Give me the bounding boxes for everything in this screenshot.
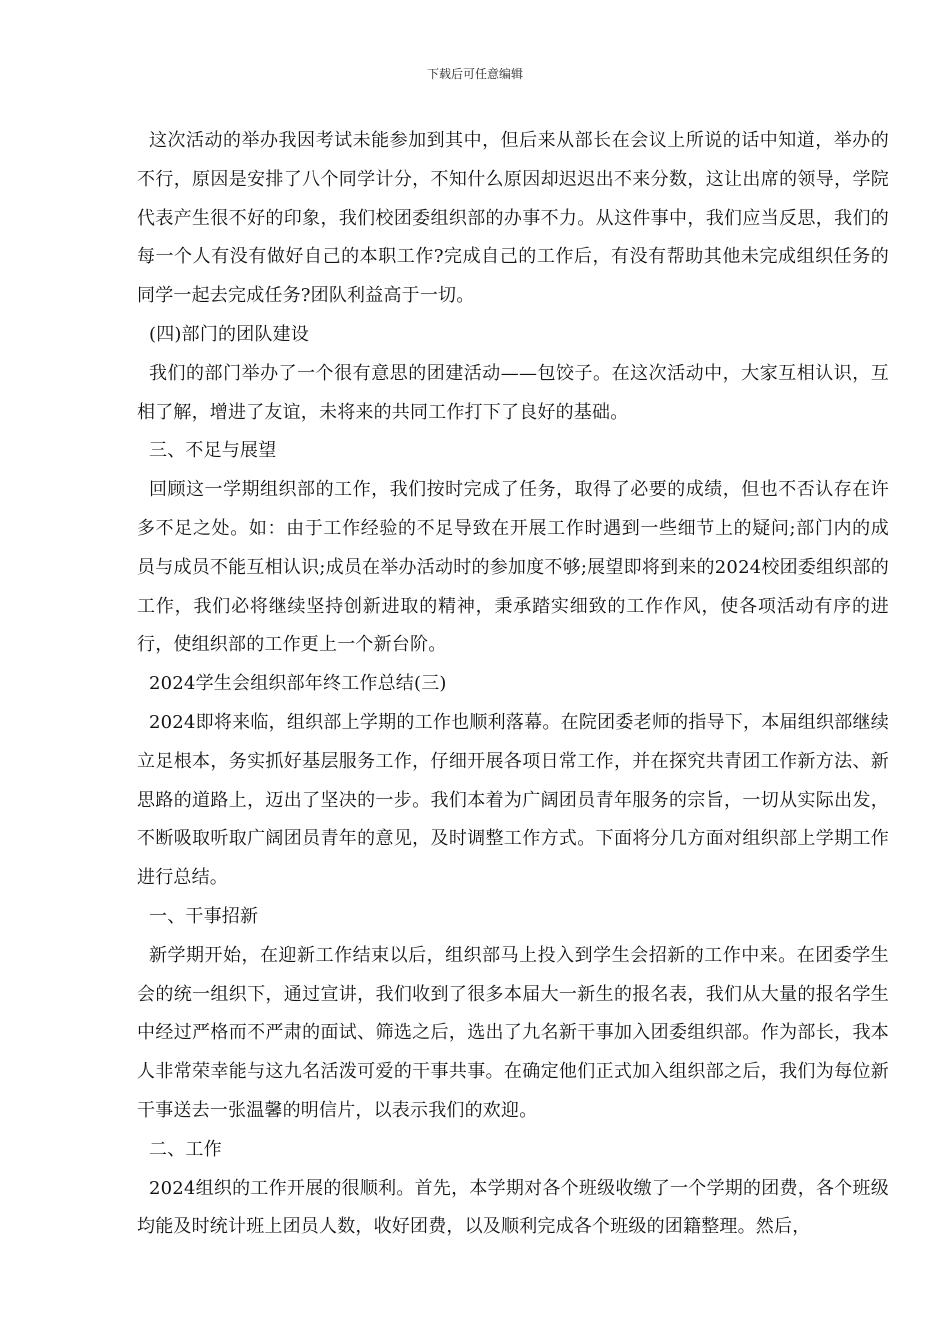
paragraph: 我们的部门举办了一个很有意思的团建活动——包饺子。在这次活动中，大家互相认识，互相了解，增进了友谊，未将来的共同工作打下了良好的基础。 bbox=[137, 362, 889, 423]
section-heading: (四)部门的团队建设 bbox=[149, 323, 310, 345]
document-body bbox=[137, 122, 889, 1247]
paragraph: 2024即将来临，组织部上学期的工作也顺利落幕。在院团委老师的指导下，本届组织部继续立足根本，务实抓好基层服务工作，仔细开展各项日常工作，并在探究共青团工作新方法、新思路的道路上，迈出了坚决的一步。我们本着为广阔团员青年服务的宗旨，一切从实际出发，不断吸取听取广阔团员青年的意见，及时调整工作方式。下面将分几方面对组织部上学期工作进行总结。 bbox=[137, 711, 889, 889]
section-heading: 一、干事招新 bbox=[149, 905, 259, 927]
section-heading: 2024学生会组织部年终工作总结(三) bbox=[149, 673, 447, 695]
section-heading: 三、不足与展望 bbox=[149, 440, 277, 462]
page-header-note: 下载后可任意编辑 bbox=[426, 67, 523, 81]
paragraph: 2024组织的工作开展的很顺利。首先，本学期对各个班级收缴了一个学期的团费，各个班级均能及时统计班上团员人数，收好团费，以及顺利完成各个班级的团籍整理。然后， bbox=[137, 1177, 889, 1238]
paragraph: 回顾这一学期组织部的工作，我们按时完成了任务，取得了必要的成绩，但也不否认存在许多不足之处。如：由于工作经验的不足导致在开展工作时遇到一些细节上的疑问;部门内的成员与成员不能互相认识;成员在举办活动时的参加度不够;展望即将到来的2024校团委组织部的工作，我们必将继续坚持创新进取的精神，秉承踏实细致的工作作风，使各项活动有序的进行，使组织部的工作更上一个新台阶。 bbox=[137, 479, 889, 656]
section-heading: 二、工作 bbox=[149, 1138, 222, 1160]
paragraph: 这次活动的举办我因考试未能参加到其中，但后来从部长在会议上所说的话中知道，举办的不行，原因是安排了八个同学计分，不知什么原因却迟迟出不来分数，这让出席的领导，学院代表产生很不好的印象，我们校团委组织部的办事不力。从这件事中，我们应当反思，我们的每一个人有没有做好自己的本职工作?完成自己的工作后，有没有帮助其他未完成组织任务的同学一起去完成任务?团队利益高于一切。 bbox=[137, 130, 889, 307]
paragraph: 新学期开始，在迎新工作结束以后，组织部马上投入到学生会招新的工作中来。在团委学生会的统一组织下，通过宣讲，我们收到了很多本届大一新生的报名表，我们从大量的报名学生中经过严格而不严肃的面试、筛选之后，选出了九名新干事加入团委组织部。作为部长，我本人非常荣幸能与这九名活泼可爱的干事共事。在确定他们正式加入组织部之后，我们为每位新干事送去一张温馨的明信片，以表示我们的欢迎。 bbox=[137, 944, 889, 1121]
